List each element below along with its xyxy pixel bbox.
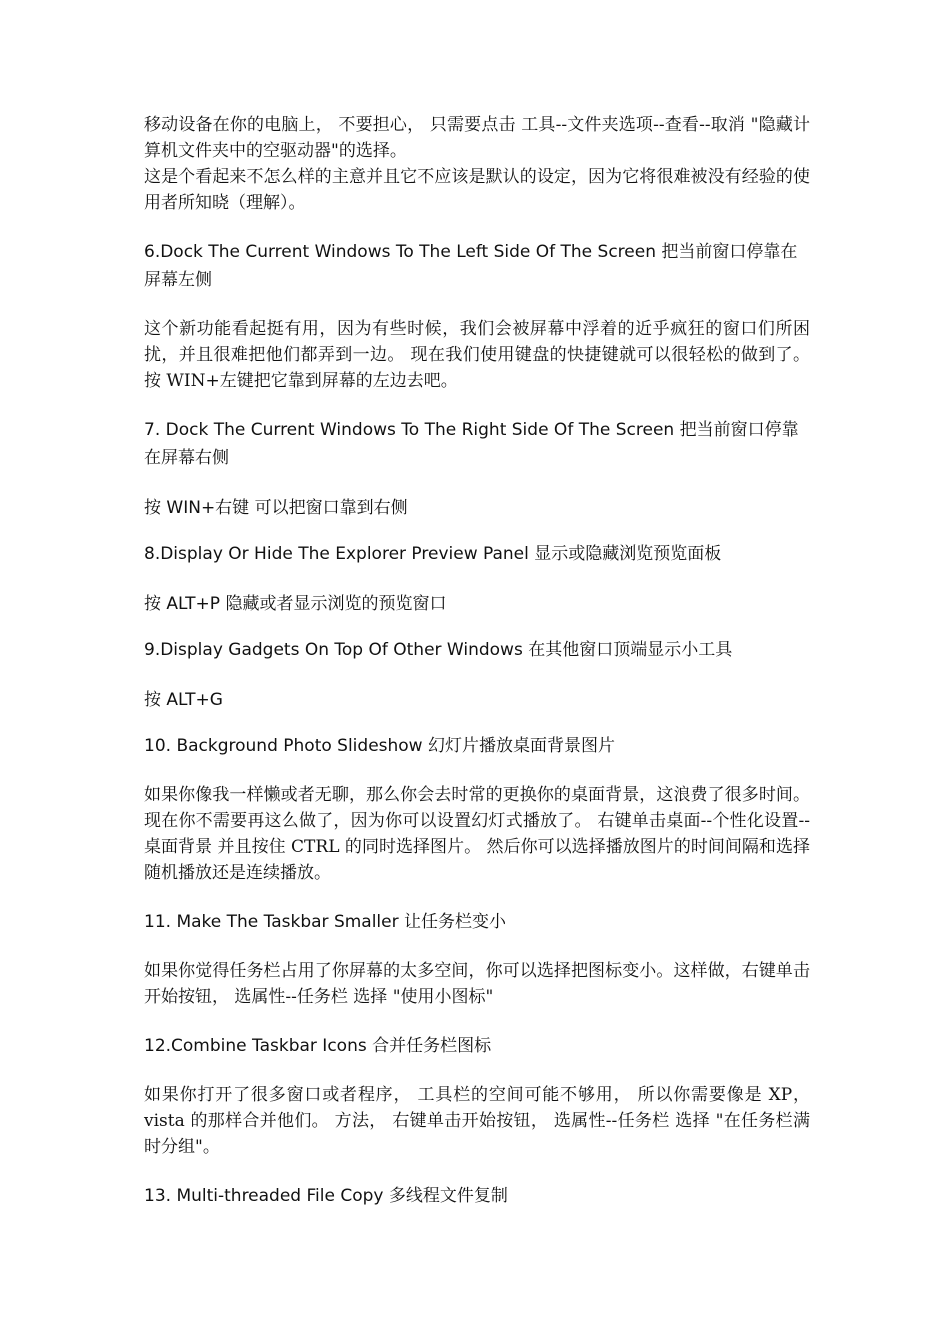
tip-9-heading-en: 9.Display Gadgets On Top Of Other Windows [144, 640, 523, 660]
tip-8-heading [144, 540, 810, 568]
intro-paragraph-2: 这是个看起来不怎么样的主意并且它不应该是默认的设定，因为它将很难被没有经验的使用者所知晓（理解）。 [144, 167, 810, 213]
tip-10-body: 如果你像我一样懒或者无聊，那么你会去时常的更换你的桌面背景，这浪费了很多时间。 现在你不需要再这么做了，因为你可以设置幻灯式播放了。 右键单击桌面--个性化设置--桌面背景 并且按住 CTRL 的同时选择图片。 然后你可以选择播放图片的时间间隔和选择随机播放还是连续播放。 [144, 785, 810, 883]
tip-7-heading [144, 416, 810, 472]
intro-paragraph-1: 移动设备在你的电脑上， 不要担心， 只需要点击 工具--文件夹选项--查看--取消 "隐藏计算机文件夹中的空驱动器"的选择。 [144, 115, 810, 161]
tip-8-heading-en: 8.Display Or Hide The Explorer Preview Panel [144, 544, 529, 564]
tip-9-heading-cn: 在其他窗口顶端显示小工具 [528, 640, 733, 660]
tip-6-heading [144, 238, 810, 294]
tip-7-heading-cn: 把当前窗口停靠在屏幕右侧 [144, 420, 799, 468]
tip-13-heading-en: 13. Multi-threaded File Copy [144, 1186, 384, 1206]
tip-8-body: 按 ALT+P 隐藏或者显示浏览的预览窗口 [144, 594, 447, 614]
tip-13-heading-cn: 多线程文件复制 [388, 1186, 508, 1206]
tip-6-heading-en: 6.Dock The Current Windows To The Left Side Of The Screen [144, 242, 656, 262]
tip-6-heading-cn: 把当前窗口停靠在屏幕左侧 [144, 242, 798, 290]
tip-9-body: 按 ALT+G [144, 690, 223, 710]
tip-7-heading-en: 7. Dock The Current Windows To The Right Side Of The Screen [144, 420, 675, 440]
tip-6-body: 这个新功能看起挺有用，因为有些时候，我们会被屏幕中浮着的近乎疯狂的窗口们所困扰，并且很难把他们都弄到一边。 现在我们使用键盘的快捷键就可以很轻松的做到了。 按 WIN+左键把它靠到屏幕的左边去吧。 [144, 319, 810, 391]
tip-7-body: 按 WIN+右键 可以把窗口靠到右侧 [144, 498, 408, 518]
tip-11-body: 如果你觉得任务栏占用了你屏幕的太多空间，你可以选择把图标变小。这样做，右键单击开始按钮， 选属性--任务栏 选择 "使用小图标" [144, 961, 810, 1007]
tip-10-heading [144, 732, 810, 760]
tip-12-heading [144, 1032, 810, 1060]
tip-12-heading-en: 12.Combine Taskbar Icons [144, 1036, 367, 1056]
tip-10-heading-cn: 幻灯片播放桌面背景图片 [428, 736, 615, 756]
tip-10-heading-en: 10. Background Photo Slideshow [144, 736, 423, 756]
tip-11-heading-cn: 让任务栏变小 [404, 912, 507, 932]
tip-13-heading [144, 1182, 810, 1210]
tip-11-heading-en: 11. Make The Taskbar Smaller [144, 912, 399, 932]
tip-12-heading-cn: 合并任务栏图标 [372, 1036, 492, 1056]
document-page [144, 112, 810, 1210]
tip-12-body: 如果你打开了很多窗口或者程序， 工具栏的空间可能不够用， 所以你需要像是 XP，vista 的那样合并他们。 方法， 右键单击开始按钮， 选属性--任务栏 选择 "在任务栏满时分组"。 [144, 1085, 810, 1157]
tip-8-heading-cn: 显示或隐藏浏览预览面板 [534, 544, 722, 564]
tip-11-heading [144, 908, 810, 936]
tip-9-heading [144, 636, 810, 664]
